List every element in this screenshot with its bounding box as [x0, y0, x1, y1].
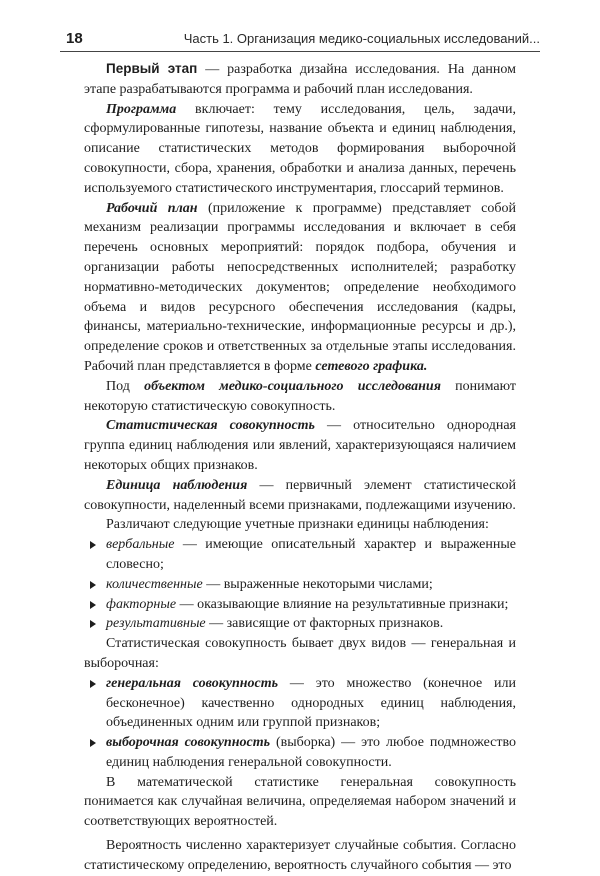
paragraph-text: (приложение к программе) представляет собой механизм реализации программы исследования и включает в себя перечень основных мероприятий: порядок подбора, обучения и организации работы непосредственных исполнителей; разработку нормативно-методических документов; определение необходимого объема и видов ресурсного обеспечения исследования (кадры, финансы, материально-технические, информационные ресурсы и др.), определение сроков и ответственных за отдельные этапы исследования. Рабочий план представляется в форме [84, 200, 517, 374]
paragraph-signs-intro: Различают следующие учетные признаки единицы наблюдения: [106, 517, 489, 533]
paragraph-object [84, 377, 516, 417]
term-general-population: генеральная совокупность [106, 675, 279, 691]
paragraph-text: Под [106, 378, 145, 394]
page-number: 18 [66, 30, 83, 47]
paragraph-text: включает: тему исследования, цель, задачи, сформулированные гипотезы, название объекта и единиц наблюдения, описание статистических методов формирования выборочной совокупности, сбора, хранения, обработки и анализа данных, перечень используемого статистического инструментария, глоссарий терминов. [84, 101, 516, 196]
list-item-text: — зависящие от факторных признаков. [205, 616, 444, 632]
header-rule [60, 51, 540, 52]
paragraph-probability: Вероятность численно характеризует случайные события. Согласно статистическому определению, вероятность случайного события — это [84, 838, 516, 873]
list-item-text: — это множество (конечное или бесконечное) качественно однородных единиц наблюдения, объединенных одним или группой признаков; [106, 675, 516, 731]
paragraph-math-statistics: В математической статистике генеральная совокупность понимается как случайная величина, определяемая набором значений и соответствующих вероятностей. [84, 774, 516, 830]
term-sign: вербальные [106, 537, 175, 553]
list-item [84, 535, 516, 575]
paragraph-program [84, 100, 516, 199]
page-body [84, 59, 516, 876]
list-item-text: — выраженные некоторыми числами; [202, 576, 433, 592]
list-item [84, 575, 516, 595]
paragraph-text: понимают некоторую статистическую совокупность. [84, 378, 516, 414]
bullet-triangle-icon [90, 581, 96, 589]
signs-list [84, 535, 516, 634]
paragraph-text: — первичный элемент статистической совокупности, наделенный всеми признаками, подлежащими изучению. [84, 477, 516, 513]
paragraph-statistical-population [84, 416, 516, 475]
bullet-triangle-icon [90, 541, 96, 549]
list-item-text: (выборка) — это любое подмножество единиц наблюдения генеральной совокупности. [106, 735, 517, 770]
term-statistical-population: Статистическая совокупность [106, 418, 315, 434]
term-sign: результативные [106, 616, 206, 632]
list-item [84, 674, 516, 733]
term-first-stage: Первый этап [106, 61, 198, 76]
bullet-triangle-icon [90, 680, 96, 688]
population-kinds-list [84, 674, 516, 773]
list-item-text: — имеющие описательный характер и выраженные словесно; [106, 537, 516, 572]
paragraph-first-stage [84, 59, 516, 100]
term-sign: факторные [106, 596, 177, 612]
term-program: Программа [106, 101, 177, 117]
list-item-text: — оказывающие влияние на результативные признаки; [176, 596, 509, 612]
punctuation: . [423, 358, 428, 374]
paragraph-observation-unit [84, 476, 516, 516]
bullet-triangle-icon [90, 601, 96, 609]
paragraph-population-kinds: Статистическая совокупность бывает двух видов — генеральная и выборочная: [84, 636, 516, 671]
term-work-plan: Рабочий план [106, 200, 198, 216]
page-header [60, 30, 540, 48]
bullet-triangle-icon [90, 620, 96, 628]
list-item [84, 733, 516, 773]
paragraph-text: — относительно однородная группа единиц наблюдения или явлений, характеризующаяся наличием некоторых общих признаков. [84, 418, 516, 473]
list-item [84, 614, 516, 634]
paragraph-text: — разработка дизайна исследования. На данном этапе разрабатываются программа и рабочий план исследования. [84, 62, 516, 97]
running-title: Часть 1. Организация медико-социальных исследований... [183, 31, 540, 46]
bullet-triangle-icon [90, 739, 96, 747]
term-network-schedule: сетевого графика [315, 358, 424, 374]
term-observation-unit: Единица наблюдения [106, 477, 248, 493]
term-research-object: объектом медико-социального исследования [144, 378, 441, 394]
term-sign: количественные [106, 576, 203, 592]
term-sample-population: выборочная совокупность [106, 735, 270, 751]
list-item [84, 595, 516, 615]
paragraph-work-plan [84, 199, 516, 377]
